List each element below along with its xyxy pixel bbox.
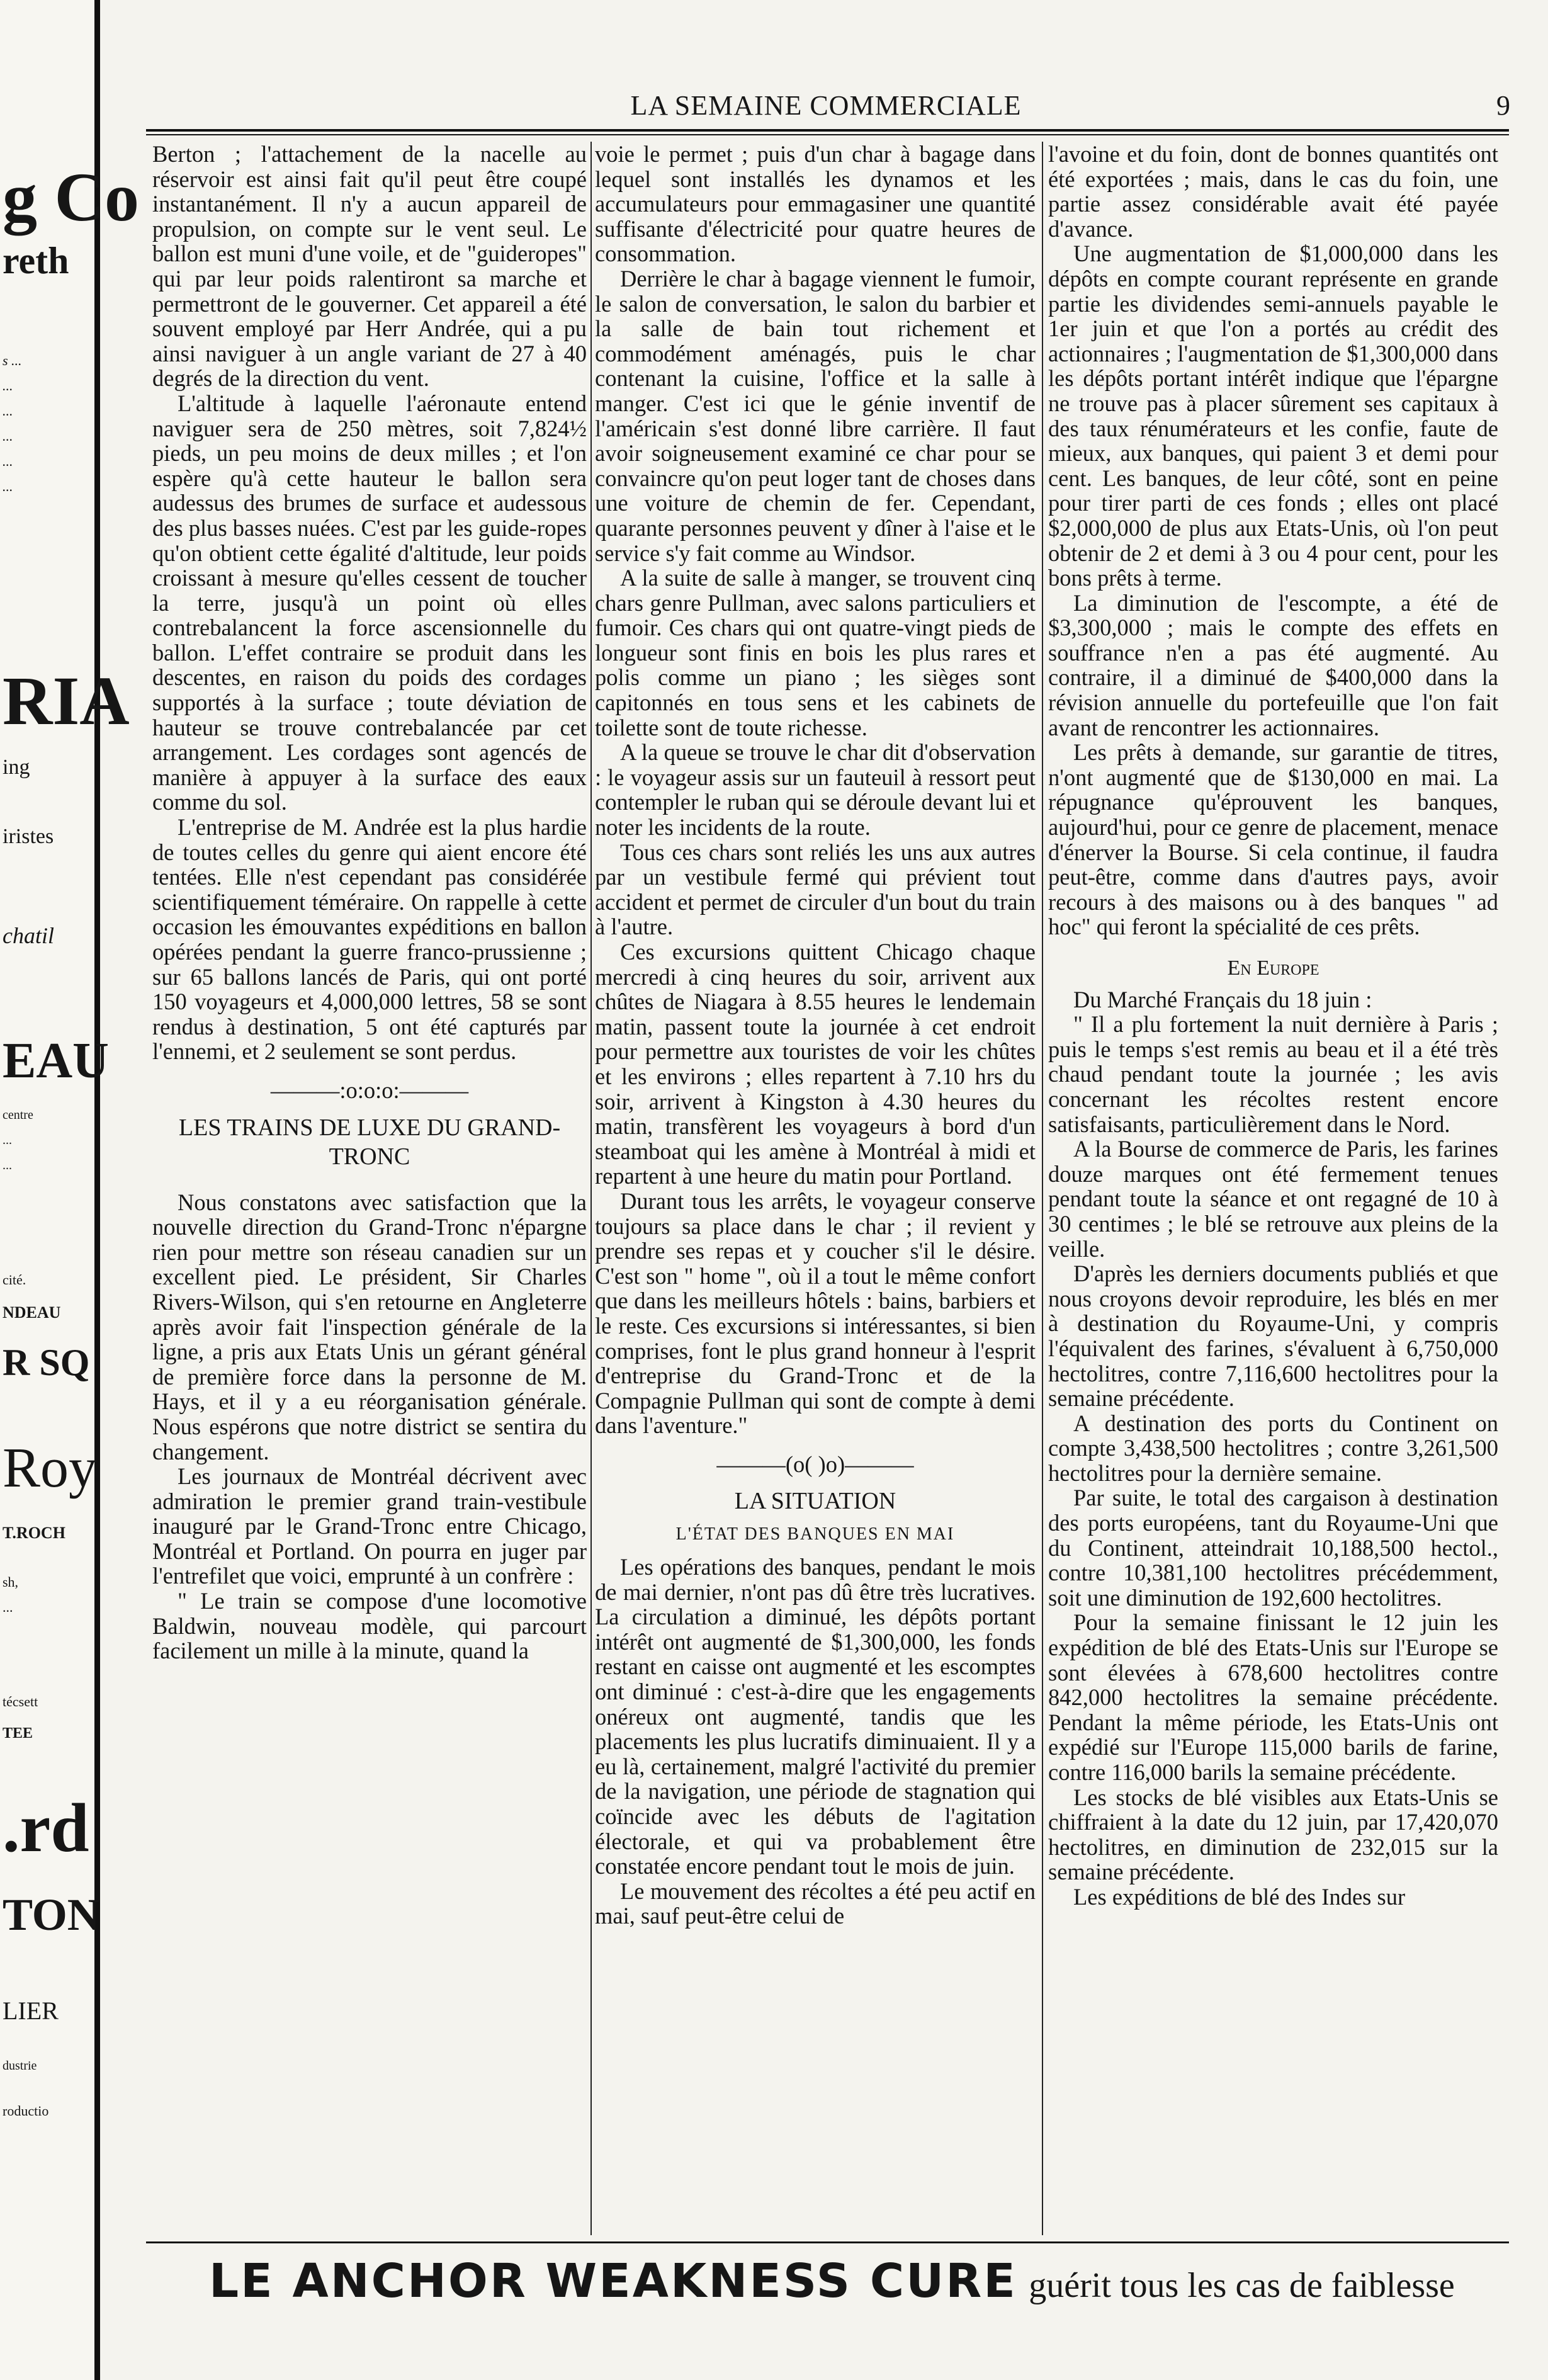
paragraph: Les opérations des banques, pendant le mois de mai dernier, n'ont pas dû être très lucratives. La circulation a diminué, les dépôts portant intérêt ont augmenté de $1,300,000, les fonds restant en caisse ont augmenté et les escomptes ont diminué : c'est-à-dire que les engagements onéreux ont augmenté, tandis que les placements les plus lucratifs diminuaient. Il y a eu là, certainement, malgré l'activité du premier de la navigation, une période de stagnation qui coïncide avec les débuts de l'agitation électorale, et qui va probablement être constatée encore pendant tout le mois de juin. <box>595 1554 1036 1879</box>
article-title-trains-de-luxe: LES TRAINS DE LUXE DU GRAND-TRONC <box>178 1114 561 1170</box>
paragraph: A destination des ports du Continent on compte 3,438,500 hectolitres ; contre 3,261,500 hectolitres pour la dernière semaine. <box>1048 1410 1498 1486</box>
gutter-fragment: LIER <box>3 1997 59 2025</box>
paragraph: A la suite de salle à manger, se trouvent cinq chars genre Pullman, avec salons particuliers et fumoir. Ces chars qui ont quatre-vingt pieds de longueur sont finis en bois les plus rares et polis comme un piano ; les sièges sont capitonnés en tous sens et les cabinets de toilette sont de toute richesse. <box>595 565 1036 740</box>
gutter-fragment: T.ROCH <box>3 1524 65 1542</box>
column-divider <box>590 142 592 2235</box>
advertisement-banner <box>209 2247 1531 2322</box>
gutter-fragment: .rd <box>3 1789 89 1866</box>
paragraph: Ces excursions quittent Chicago chaque mercredi à cinq heures du soir, arrivent aux chûtes de Niagara à 8.55 heures le lendemain matin, passent toute la journée à cet endroit pour permettre aux touristes de voir les chûtes et les environs ; elles repartent à 7.10 hrs du soir, arrivent à Kingston à 4.30 heures du matin, transfèrent les voyageurs à bord d'un steamboat qui les amène à Montréal à midi et repartent à une heure du matin pour Portland. <box>595 939 1036 1189</box>
gutter-fragment: reth <box>3 240 69 281</box>
column-3 <box>1048 142 1498 2238</box>
paragraph: Une augmentation de $1,000,000 dans les dépôts en compte courant représente en grande partie les dividendes semi-annuels payable le 1er juin et que l'on a portés au crédit des actionnaires ; l'augmentation de $1,300,000 dans les dépôts portant intérêt indique que l'épargne ne trouve pas à placer sûrement ses capitaux à des taux rénumérateurs et les confie, faute de mieux, aux banques, qui paient 3 et demi pour cent. Les banques, de leur côté, sont en peine pour tirer parti de ces fonds ; elles ont placé $2,000,000 de plus aux Etats-Unis, où l'on peut obtenir de 2 et demi à 3 ou 4 pour cent, pour les bons prêts à terme. <box>1048 241 1498 591</box>
paragraph: Pour la semaine finissant le 12 juin les expédition de blé des Etats-Unis sur l'Europe se sont élevées à 678,600 hectolitres contre 842,000 hectolitres la semaine précédente. Pendant la même période, les Etats-Unis ont expédié sur l'Europe 115,000 barils de farine, contre 116,000 barils la semaine précédente. <box>1048 1609 1498 1785</box>
gutter-fragment: centre <box>3 1108 33 1122</box>
section-separator: ———:o:o:o:——— <box>270 1077 469 1103</box>
gutter-fragment: Roy <box>3 1437 98 1499</box>
paragraph: A la queue se trouve le char dit d'observation : le voyageur assis sur un fauteuil à ressort peut contempler le ruban qui se déroule devant lui et noter les incidents de la route. <box>595 739 1036 841</box>
article-subtitle: L'ÉTAT DES BANQUES EN MAI <box>675 1524 955 1544</box>
paragraph: La diminution de l'escompte, a été de $3,300,000 ; mais le compte des effets en souffrance n'en a pas été augmenté. Au contraire, il a diminué de $400,000 dans la révision annuelle du portefeuille que l'on fait avant de rencontrer les actionnaires. <box>1048 589 1498 740</box>
paragraph: Tous ces chars sont reliés les uns aux autres par un vestibule fermé qui prévient tout accident et permet de circuler d'un bout du train à l'autre. <box>595 839 1036 940</box>
paragraph: Par suite, le total des cargaison à destination des ports européens, tant du Royaume-Uni que du Continent, atteindrait 10,188,500 hectol., contre 10,381,100 hectolitres précédemment, soit une diminution de 192,600 hectolitres. <box>1048 1485 1498 1611</box>
gutter-fragment: ... <box>3 1133 12 1147</box>
paragraph: Durant tous les arrêts, le voyageur conserve toujours sa place dans le char ; il revient y prendre ses repas et y coucher s'il le désire. C'est son " home ", où il a tout le même confort que dans les meilleurs hôtels : bains, barbiers et le reste. Ces excursions si intéressantes, si bien comprises, font le plus grand honneur à l'esprit d'entreprise du Grand-Tronc et de la Compagnie Pullman qui sont de compte à demi dans l'aventure." <box>595 1187 1036 1439</box>
paragraph: L'entreprise de M. Andrée est la plus hardie de toutes celles du genre qui aient encore été tentées. Elle n'est cependant pas considérée scientifiquement téméraire. On rappelle à cette occasion les émouvantes expéditions en ballon opérées pendant la guerre franco-prussienne ; sur 65 ballons lancés de Paris, qui ont porté 150 voyageurs et 4,000,000 lettres, 58 se sont rendus à destination, 5 ont été capturés par l'ennemi, et 2 seulement se sont perdus. <box>152 814 587 1065</box>
paragraph: Berton ; l'attachement de la nacelle au réservoir est ainsi fait qu'il peut être coupé instantanément. Il n'y a aucun appareil de propulsion, on compte sur le vent seul. Le ballon est muni d'une voile, et de "guideropes" qui par leur poids ralentiront sa marche et permettront de le gouverner. Cet appareil a été souvent employé par Herr Andrée, qui a pu ainsi naviguer à un angle variant de 27 à 40 degrés de la direction du vent. <box>152 141 587 392</box>
gutter-fragment: dustrie <box>3 2059 37 2073</box>
gutter-fragment: cité. <box>3 1272 26 1288</box>
gutter-fragment: TON <box>3 1890 100 1940</box>
paragraph: Les prêts à demande, sur garantie de titres, n'ont augmenté que de $130,000 en mai. La répugnance qu'éprouvent les banques, aujourd'hui, pour ce genre de placement, menace d'énerver la Bourse. Si cela continue, il faudra peut-être, comme dans d'autres pays, avoir recours à des maisons ou à des banques " ad hoc" qui feront la spécialité de ces prêts. <box>1048 739 1498 940</box>
gutter-fragment: ... <box>3 403 13 419</box>
advert-tagline: guérit tous les cas de faiblesse <box>1029 2266 1455 2305</box>
gutter-fragment: NDEAU <box>3 1303 61 1322</box>
gutter-fragment: s ... <box>3 353 22 368</box>
paragraph: Les expéditions de blé des Indes sur <box>1073 1883 1406 1910</box>
gutter-fragment: EAU <box>3 1033 109 1089</box>
gutter-fragment: técsett <box>3 1694 38 1709</box>
gutter-fragment: ing <box>3 756 30 779</box>
paragraph: l'avoine et du foin, dont de bonnes quantités ont été exportées ; mais, dans le cas du foin, une partie assez considérable avait été payée d'avance. <box>1048 141 1498 242</box>
paragraph: Derrière le char à bagage viennent le fumoir, le salon de conversation, le salon du barbier et la salle de bain tout richement et commodément aménagés, puis le char contenant la cuisine, l'office et la salle à manger. C'est ici que le génie inventif de l'américain s'est donné libre carrière. Il faut avoir soigneusement examiné ce char pour se convaincre qu'on peut loger tant de choses dans une voiture de chemin de fer. Cependant, quarante personnes peuvent y dîner à l'aise et le service s'y fait comme au Windsor. <box>595 265 1036 566</box>
gutter-fragment: ... <box>3 453 13 469</box>
gutter-fragment: iristes <box>3 825 54 848</box>
paragraph: voie le permet ; puis d'un char à bagage dans lequel sont installés les dynamos et les accumulateurs pour emmagasiner une quantité suffisante d'électricité pour quatre heures de consommation. <box>595 141 1036 267</box>
gutter-fragment: ... <box>3 378 13 394</box>
gutter-fragment: chatil <box>3 923 54 948</box>
gutter-fragment: ... <box>3 1159 12 1172</box>
footer-rule <box>146 2241 1509 2243</box>
masthead-title: LA SEMAINE COMMERCIALE <box>630 90 1022 121</box>
adjacent-page-margin <box>0 0 139 2380</box>
gutter-fragment: RIA <box>3 662 130 739</box>
gutter-fragment: ... <box>3 1599 13 1615</box>
section-title-en-europe: En Europe <box>1227 956 1319 980</box>
paragraph: Les stocks de blé visibles aux Etats-Unis se chiffraient à la date du 12 juin, par 17,420,070 hectolitres, en diminution de 232,015 sur la semaine précédente. <box>1048 1784 1498 1885</box>
gutter-fragment: R SQ <box>3 1342 90 1383</box>
gutter-fragment: TEE <box>3 1725 33 1742</box>
gutter-fragment: g Co <box>3 159 139 235</box>
article-title-la-situation: LA SITUATION <box>734 1488 896 1515</box>
paragraph: Du Marché Français du 18 juin : <box>1073 986 1372 1012</box>
paragraph: " Il a plu fortement la nuit dernière à Paris ; puis le temps s'est remis au beau et il a été très chaud pendant toute la journée ; les avis concernant les récoltes restent encore satisfaisants, particulièrement dans le Nord. <box>1048 1011 1498 1137</box>
paragraph: Les journaux de Montréal décrivent avec admiration le premier grand train-vestibule inauguré par le Grand-Tronc entre Chicago, Montréal et Portland. On pourra en juger par l'entrefilet que voici, emprunté à un confrère : <box>152 1463 587 1589</box>
paragraph: Le mouvement des récoltes a été peu actif en mai, sauf peut-être celui de <box>595 1878 1036 1929</box>
gutter-fragment: roductio <box>3 2103 49 2119</box>
column-1 <box>152 142 587 2238</box>
gutter-fragment: sh, <box>3 1574 19 1590</box>
paragraph: D'après les derniers documents publiés et que nous croyons devoir reproduire, les blés en mer à destination du Royaume-Uni, y compris l'équivalent des farines, s'évaluent à 6,750,000 hectolitres, contre 7,116,600 hectolitres pour la semaine précédente. <box>1048 1261 1498 1412</box>
paragraph: " Le train se compose d'une locomotive Baldwin, nouveau modèle, qui parcourt facilement un mille à la minute, quand la <box>152 1588 587 1664</box>
column-2 <box>595 142 1036 2238</box>
column-divider <box>1042 142 1043 2235</box>
gutter-fragment: ... <box>3 428 13 444</box>
paragraph: L'altitude à laquelle l'aéronaute entend naviguer sera de 250 mètres, soit 7,824½ pieds, un peu moins de deux milles ; et l'on espère qu'à cette hauteur le ballon sera audessus des brumes de surface et audessous des plus basses nuées. C'est par les guide-ropes qu'on obtient cette égalité d'altitude, leur poids croissant à mesure qu'elles cessent de toucher la terre, jusqu'à un point où elles contrebalancent la force ascensionnelle du ballon. L'effet contraire se produit dans les descentes, en raison du poids des cordages supportés à la surface ; toute déviation de hauteur se trouve contrebalancée par cet arrangement. Les cordages sont agencés de manière à appuyer à la surface des eaux comme du sol. <box>152 390 587 815</box>
advert-brand: LE ANCHOR WEAKNESS CURE <box>209 2254 1017 2308</box>
page-number: 9 <box>1496 90 1510 121</box>
paragraph: Nous constatons avec satisfaction que la nouvelle direction du Grand-Tronc n'épargne rien pour mettre son réseau canadien sur un excellent pied. Le président, Sir Charles Rivers-Wilson, qui s'en retourne en Angleterre après avoir fait l'inspection générale de la ligne, a pris aux Etats Unis un gérant général de première force dans la personne de M. Hays, et il y a eu réorganisation générale. Nous espérons que notre district se sentira du changement. <box>152 1189 587 1465</box>
header-rule <box>146 129 1509 135</box>
section-separator: ———(o( )o)——— <box>716 1451 914 1477</box>
gutter-fragment: ... <box>3 479 13 494</box>
paragraph: A la Bourse de commerce de Paris, les farines douze marques ont été fermement tenues pendant toute la séance et ont regagné de 10 à 30 centimes ; le blé se retrouve aux pleins de la veille. <box>1048 1136 1498 1262</box>
